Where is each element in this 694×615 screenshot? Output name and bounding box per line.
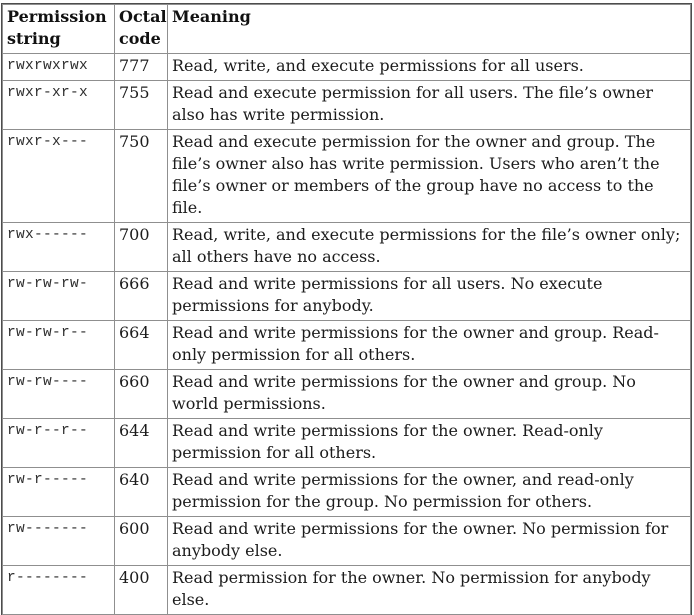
table-row: [3, 54, 691, 81]
table-row: [3, 223, 691, 272]
file-permissions-table: [2, 4, 691, 615]
table-container: [2, 4, 691, 615]
meaning-cell: Read and write permissions for all users. No execute permissions for anybody.: [168, 272, 691, 321]
meaning-cell: Read and write permissions for the owner and group. Read-only permission for all others.: [168, 321, 691, 370]
octal-code-cell: 640: [115, 468, 168, 517]
permission-string-cell: rwxr-x---: [3, 130, 115, 223]
octal-code-cell: 644: [115, 419, 168, 468]
table-row: [3, 419, 691, 468]
octal-code-cell: 666: [115, 272, 168, 321]
octal-code-cell: 660: [115, 370, 168, 419]
octal-code-cell: 700: [115, 223, 168, 272]
meaning-cell: Read, write, and execute permissions for the file’s owner only; all others have no access.: [168, 223, 691, 272]
meaning-cell: Read, write, and execute permissions for all users.: [168, 54, 691, 81]
permission-string-cell: rw-r--r--: [3, 419, 115, 468]
meaning-cell: Read and write permissions for the owner and group. No world permissions.: [168, 370, 691, 419]
permission-string-cell: rw-rw----: [3, 370, 115, 419]
octal-code-cell: 664: [115, 321, 168, 370]
permission-string-cell: rwx------: [3, 223, 115, 272]
meaning-cell: Read and write permissions for the owner. No permission for anybody else.: [168, 517, 691, 566]
table-row: [3, 272, 691, 321]
permission-string-cell: rwxr-xr-x: [3, 81, 115, 130]
octal-code-cell: 750: [115, 130, 168, 223]
column-header-meaning: Meaning: [168, 5, 691, 54]
column-header-octal-code: Octal code: [115, 5, 168, 54]
meaning-cell: Read permission for the owner. No permission for anybody else.: [168, 566, 691, 615]
meaning-cell: Read and execute permission for all users. The file’s owner also has write permission.: [168, 81, 691, 130]
permission-string-cell: rwxrwxrwx: [3, 54, 115, 81]
table-row: [3, 370, 691, 419]
table-row: [3, 321, 691, 370]
table-row: [3, 566, 691, 615]
meaning-cell: Read and write permissions for the owner. Read-only permission for all others.: [168, 419, 691, 468]
permission-string-cell: r--------: [3, 566, 115, 615]
table-body: [3, 54, 691, 615]
permission-string-cell: rw-------: [3, 517, 115, 566]
octal-code-cell: 600: [115, 517, 168, 566]
permission-string-cell: rw-rw-r--: [3, 321, 115, 370]
meaning-cell: Read and write permissions for the owner, and read-only permission for the group. No permission for others.: [168, 468, 691, 517]
permission-string-cell: rw-r-----: [3, 468, 115, 517]
table-row: [3, 517, 691, 566]
permission-string-cell: rw-rw-rw-: [3, 272, 115, 321]
octal-code-cell: 400: [115, 566, 168, 615]
table-row: [3, 81, 691, 130]
table-row: [3, 130, 691, 223]
meaning-cell: Read and execute permission for the owner and group. The file’s owner also has write permission. Users who aren’t the file’s owner or members of the group have no access to the file.: [168, 130, 691, 223]
octal-code-cell: 777: [115, 54, 168, 81]
column-header-permission-string: Permission string: [3, 5, 115, 54]
octal-code-cell: 755: [115, 81, 168, 130]
table-header: [3, 5, 691, 54]
table-row: [3, 468, 691, 517]
header-row: [3, 5, 691, 54]
